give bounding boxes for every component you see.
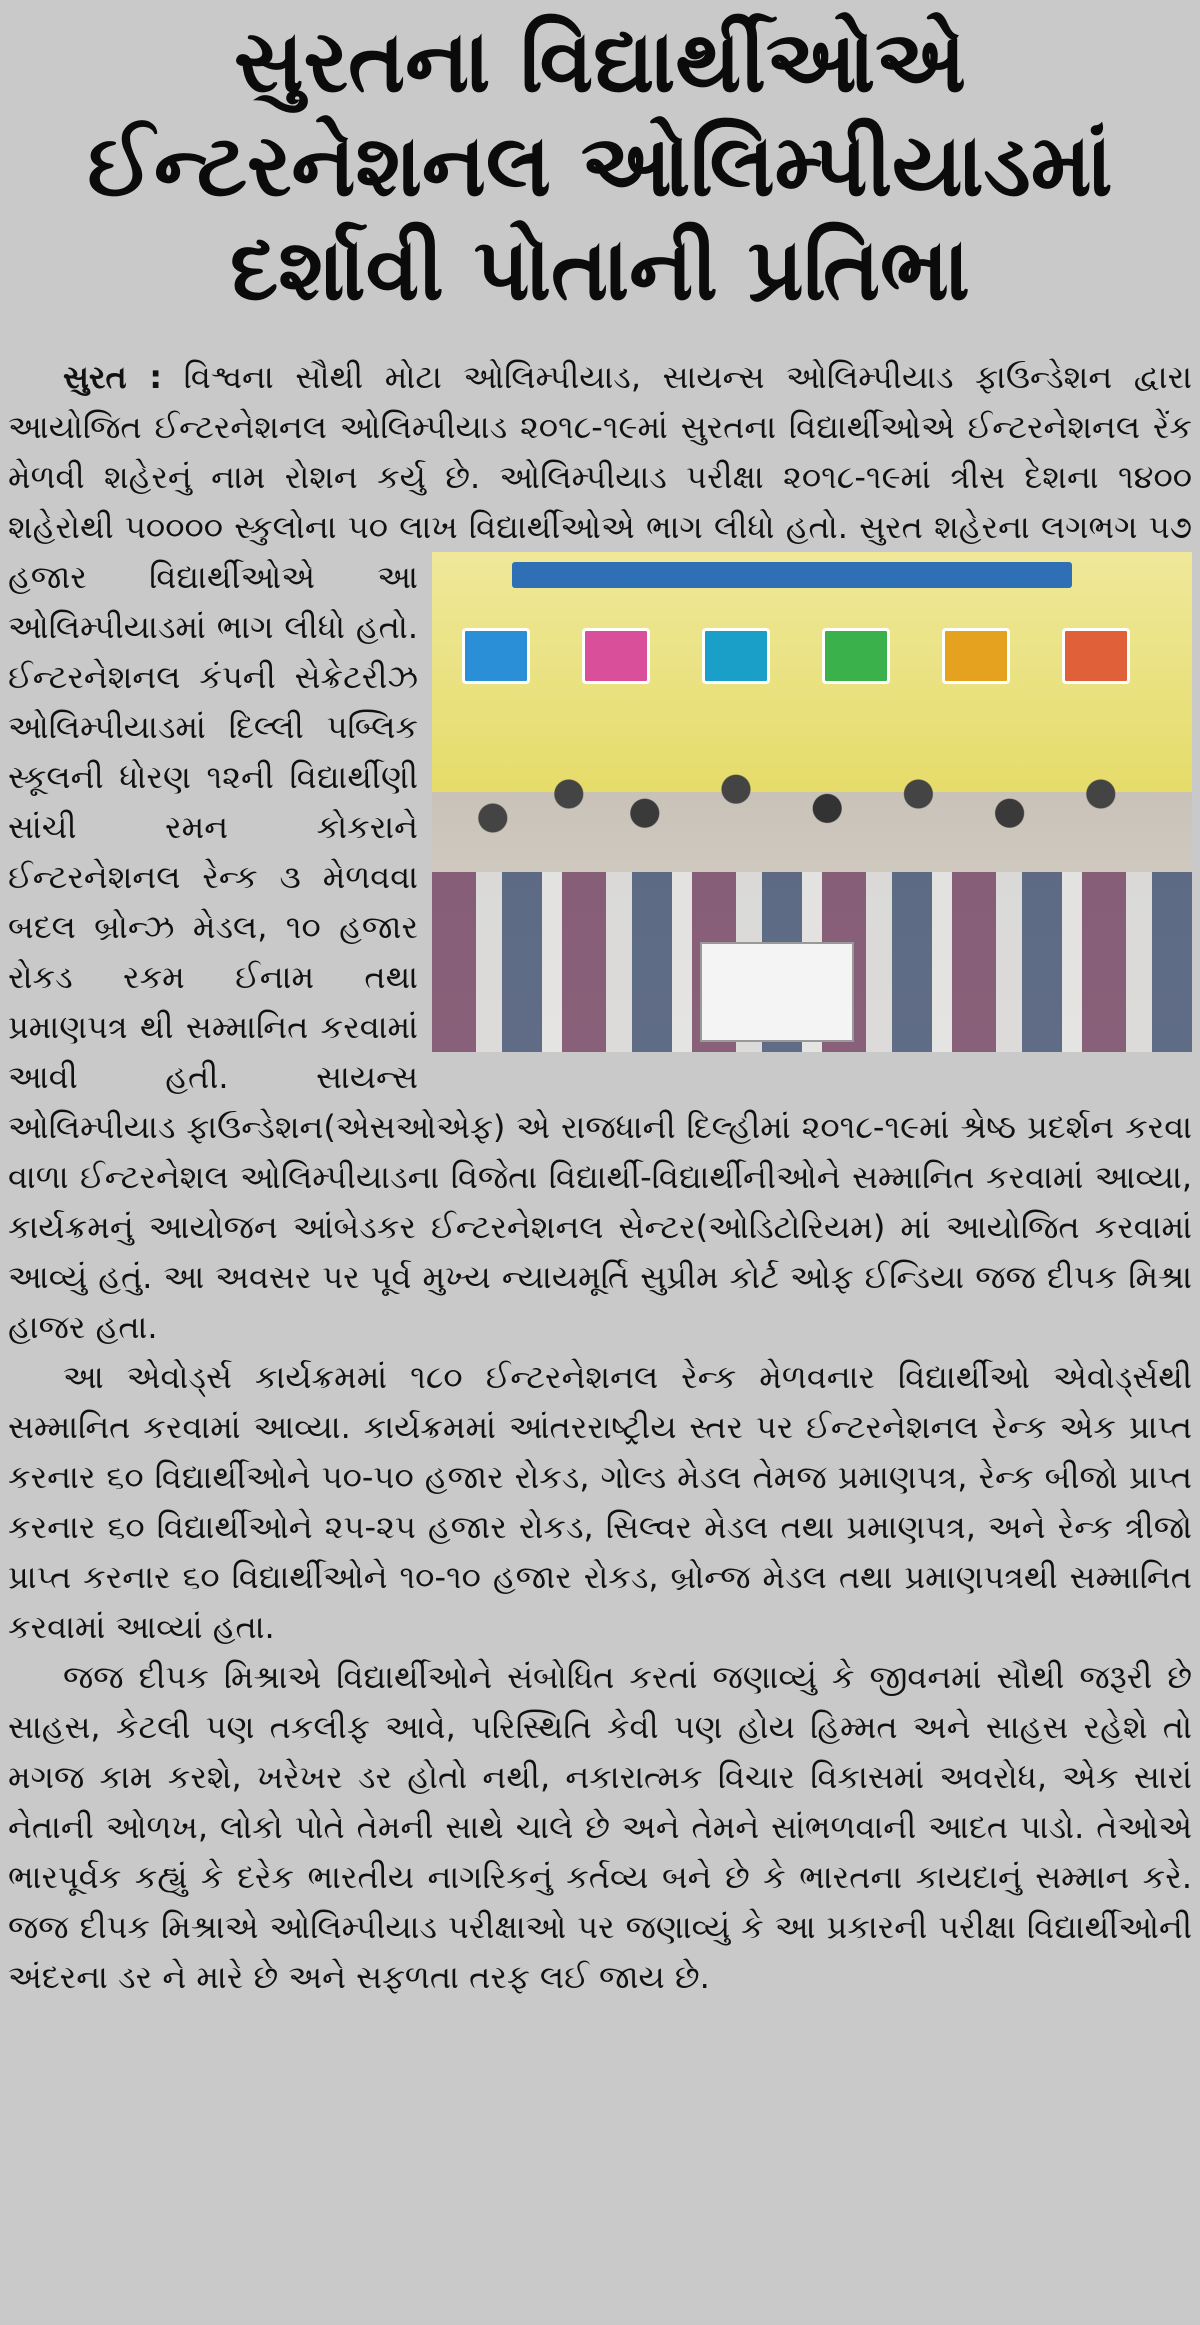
headline-line-2: ઈન્ટરનેશનલ ઓલિમ્પીયાડમાં xyxy=(87,115,1113,216)
photo-banner xyxy=(512,562,1072,588)
olympiad-logo xyxy=(1062,628,1130,684)
paragraph-1-lead: વિશ્વના સૌથી મોટા ઓલિમ્પીયાડ, સાયન્સ ઓલિમ્પીયાડ ફાઉન્ડેશન દ્વારા આયોજિત ઈન્ટરનેશનલ ઓલિમ્પીયાડ ૨૦૧૮-૧૯માં સુરતના વિદ્યાર્થીઓએ ઈન્ટરનેશનલ રેંક મેળવી શહેરનું નામ રોશન કર્યુ છે. ઓલિમ્પીયાડ પરીક્ષા ૨૦૧૮-૧૯માં ત્રીસ દેશના ૧૪૦૦ શહેરોથી ૫૦૦૦૦ સ્કુલોના ૫૦ લાખ વિદ્યાર્થીઓએ ભાગ લીધો હતો. xyxy=(8,358,1193,546)
article-body xyxy=(8,352,1192,2002)
paragraph-1-rest: સુરત શહેરના લગભગ ૫૭ હજાર વિદ્યાર્થીઓએ આ ઓલિમ્પીયાડમાં ભાગ લીધો હતો. ઈન્ટરનેશનલ કંપની સેક્રેટરીઝ ઓલિમ્પીયાડમાં દિલ્લી પબ્લિક સ્કૂલની ધોરણ ૧૨ની વિદ્યાર્થીણી સાંચી રમન કોકરાને ઈન્ટરનેશનલ રેન્ક ૩ મેળવવા બદલ બ્રોન્ઝ મેડલ, ૧૦ હજાર રોકડ રકમ ઈનામ તથા પ્રમાણપત્ર થી સમ્માનિત કરવામાં આવી હતી. સાયન્સ ઓલિમ્પીયાડ ફાઉન્ડેશન(એસઓએફ) એ રાજધાની દિલ્હીમાં ૨૦૧૮-૧૯માં શ્રેષ્ઠ પ્રદર્શન કરવા વાળા ઈન્ટરનેશલ ઓલિમ્પીયાડના વિજેતા વિદ્યાર્થી-વિદ્યાર્થીનીઓને સમ્માનિત કરવામાં આવ્યા, કાર્યક્રમનું આયોજન આંબેડકર ઈન્ટરનેશનલ સેન્ટર(ઓડિટોરિયમ) માં આયોજિત કરવામાં આવ્યું હતું. આ અવસર પર પૂર્વ મુખ્ય ન્યાયમૂર્તિ સુપ્રીમ કોર્ટ ઓફ ઈન્ડિયા જજ દીપક મિશ્રા હાજર હતા. xyxy=(8,508,1193,1346)
olympiad-logo xyxy=(942,628,1010,684)
olympiad-logo xyxy=(582,628,650,684)
headline xyxy=(20,10,1180,322)
dateline: સુરત : xyxy=(63,358,163,396)
paragraph-3: જજ દીપક મિશ્રાએ વિદ્યાર્થીઓને સંબોધિત કરતાં જણાવ્યું કે જીવનમાં સૌથી જરૂરી છે સાહસ, કેટલી પણ તકલીફ આવે, પરિસ્થિતિ કેવી પણ હોય હિમ્મત અને સાહસ રહેશે તો મગજ કામ કરશે, ખરેખર ડર હોતો નથી, નકારાત્મક વિચાર વિકાસમાં અવરોધ, એક સારાં નેતાની ઓળખ, લોકો પોતે તેમની સાથે ચાલે છે અને તેમને સાંભળવાની આદત પાડો. તેઓએ ભારપૂર્વક કહ્યું કે દરેક ભારતીય નાગરિકનું કર્તવ્ય બને છે કે ભારતના કાયદાનું સમ્માન કરે. જજ દીપક મિશ્રાએ ઓલિમ્પીયાડ પરીક્ષાઓ પર જણાવ્યું કે આ પ્રકારની પરીક્ષા વિદ્યાર્થીઓની અંદરના ડર ને મારે છે અને સફળતા તરફ લઈ જાય છે. xyxy=(8,1658,1192,1996)
award-ceremony-photo xyxy=(432,552,1192,1052)
olympiad-logo xyxy=(822,628,890,684)
photo-cheque xyxy=(700,942,854,1042)
paragraph-2: આ એવોર્ડ્સ કાર્યક્રમમાં ૧૮૦ ઈન્ટરનેશનલ રેન્ક મેળવનાર વિદ્યાર્થીઓ એવોર્ડ્સથી સમ્માનિત કરવામાં આવ્યા. કાર્યક્રમમાં આંતરરાષ્ટ્રીય સ્તર પર ઈન્ટરનેશનલ રેન્ક એક પ્રાપ્ત કરનાર ૬૦ વિદ્યાર્થીઓને ૫૦-૫૦ હજાર રોકડ, ગોલ્ડ મેડલ તેમજ પ્રમાણપત્ર, રેન્ક બીજો પ્રાપ્ત કરનાર ૬૦ વિદ્યાર્થીઓને ૨૫-૨૫ હજાર રોકડ, સિલ્વર મેડલ તથા પ્રમાણપત્ર, અને રેન્ક ત્રીજો પ્રાપ્ત કરનાર ૬૦ વિદ્યાર્થીઓને ૧૦-૧૦ હજાર રોકડ, બ્રોન્જ મેડલ તથા પ્રમાણપત્રથી સમ્માનિત કરવામાં આવ્યાં હતા. xyxy=(8,1358,1192,1646)
headline-line-3: દર્શાવી પોતાની પ્રતિભા xyxy=(230,219,970,320)
olympiad-logo xyxy=(462,628,530,684)
paragraph-1 xyxy=(8,352,1192,1352)
headline-line-1: સુરતના વિદ્યાર્થીઓએ xyxy=(234,11,966,112)
olympiad-logo xyxy=(702,628,770,684)
